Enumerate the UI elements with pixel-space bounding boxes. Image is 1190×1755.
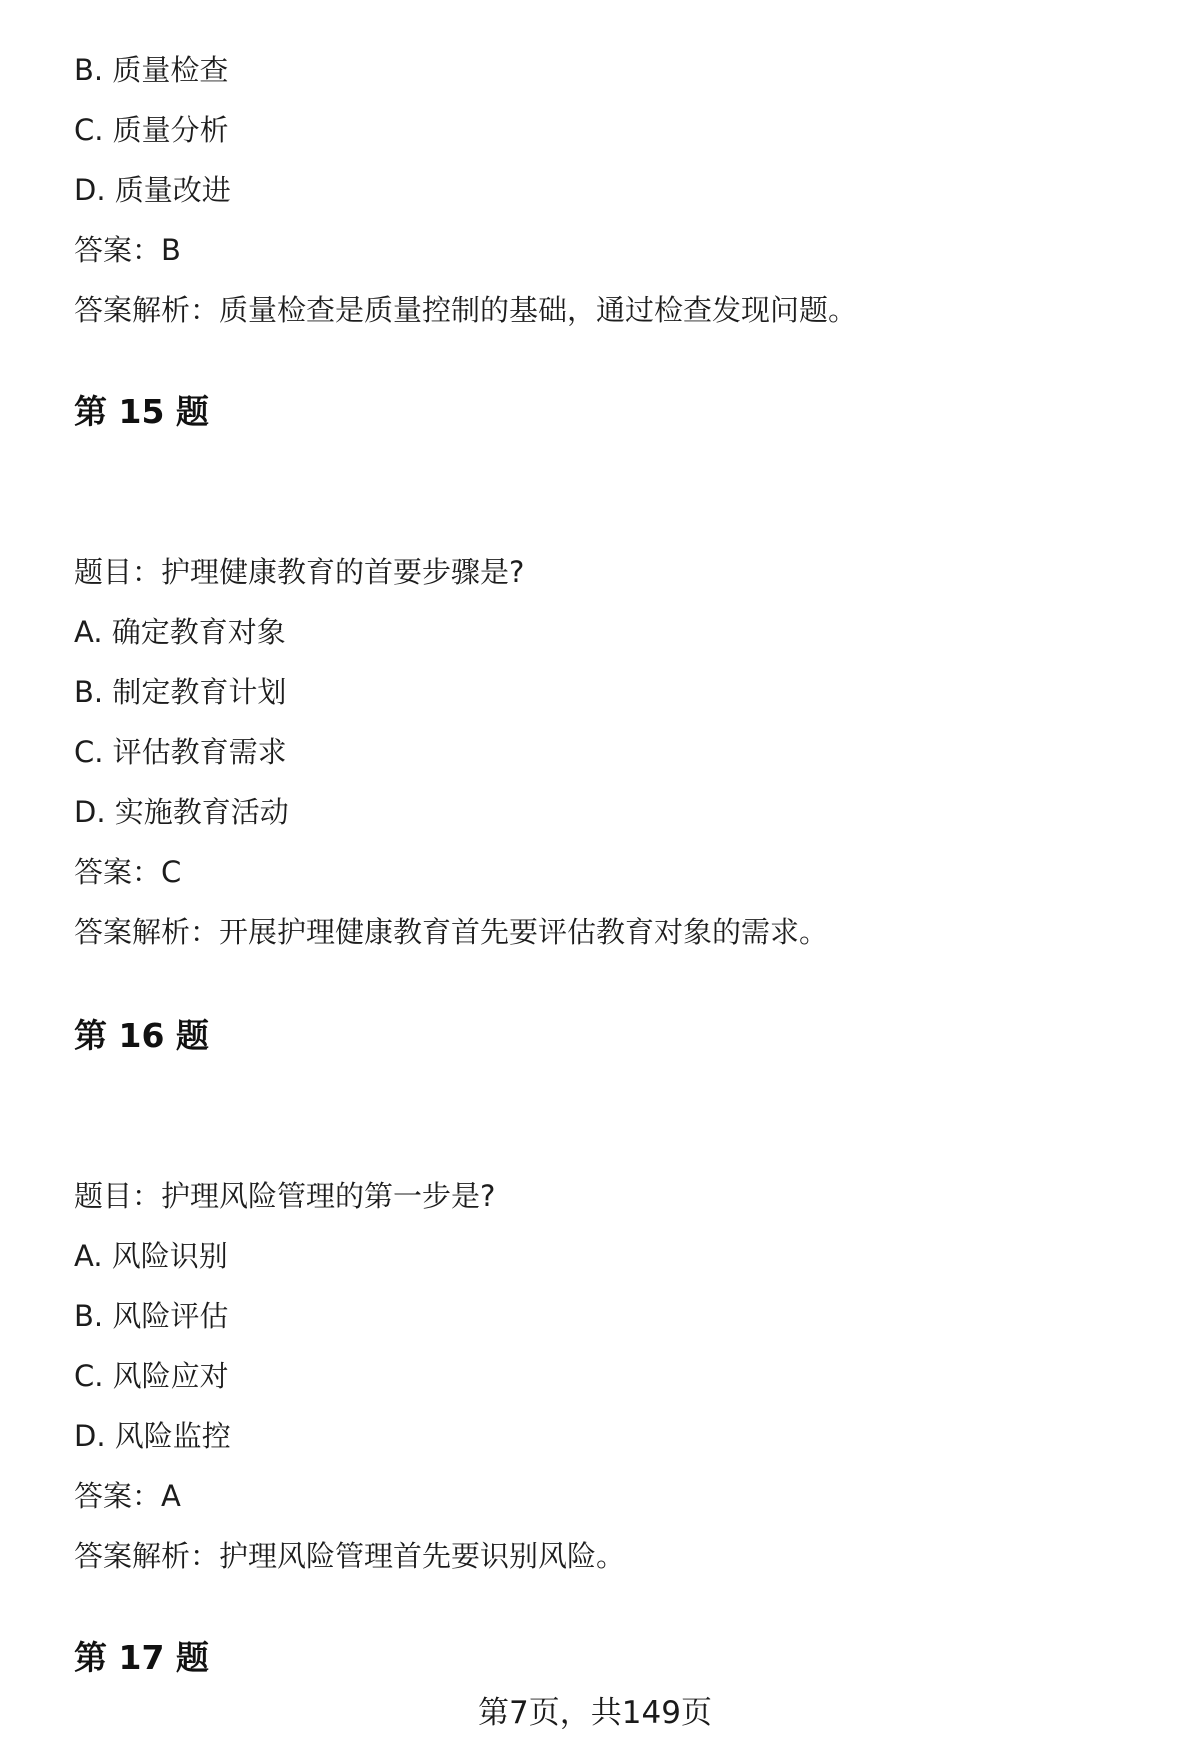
q16-question: 题目：护理风险管理的第一步是? xyxy=(74,1179,496,1213)
q14-option-d: D. 质量改进 xyxy=(74,173,231,207)
q15-option-d: D. 实施教育活动 xyxy=(74,795,289,829)
q17-heading: 第 17 题 xyxy=(74,1638,209,1677)
q15-answer: 答案：C xyxy=(74,855,182,889)
page-indicator: 第7页，共149页 xyxy=(478,1695,712,1731)
q15-option-a: A. 确定教育对象 xyxy=(74,615,286,649)
q16-heading: 第 16 题 xyxy=(74,1016,209,1055)
q14-option-c: C. 质量分析 xyxy=(74,113,229,147)
q14-option-b: B. 质量检查 xyxy=(74,53,229,87)
q14-answer: 答案：B xyxy=(74,233,181,267)
q16-answer: 答案：A xyxy=(74,1479,181,1513)
q16-option-a: A. 风险识别 xyxy=(74,1239,228,1273)
q16-explanation: 答案解析：护理风险管理首先要识别风险。 xyxy=(74,1539,626,1573)
q15-question: 题目：护理健康教育的首要步骤是? xyxy=(74,555,525,589)
q15-option-b: B. 制定教育计划 xyxy=(74,675,287,709)
q16-option-b: B. 风险评估 xyxy=(74,1299,229,1333)
q15-option-c: C. 评估教育需求 xyxy=(74,735,287,769)
q14-explanation: 答案解析：质量检查是质量控制的基础，通过检查发现问题。 xyxy=(74,293,858,327)
q15-heading: 第 15 题 xyxy=(74,392,209,431)
q16-option-c: C. 风险应对 xyxy=(74,1359,229,1393)
q15-explanation: 答案解析：开展护理健康教育首先要评估教育对象的需求。 xyxy=(74,915,829,949)
q16-option-d: D. 风险监控 xyxy=(74,1419,231,1453)
